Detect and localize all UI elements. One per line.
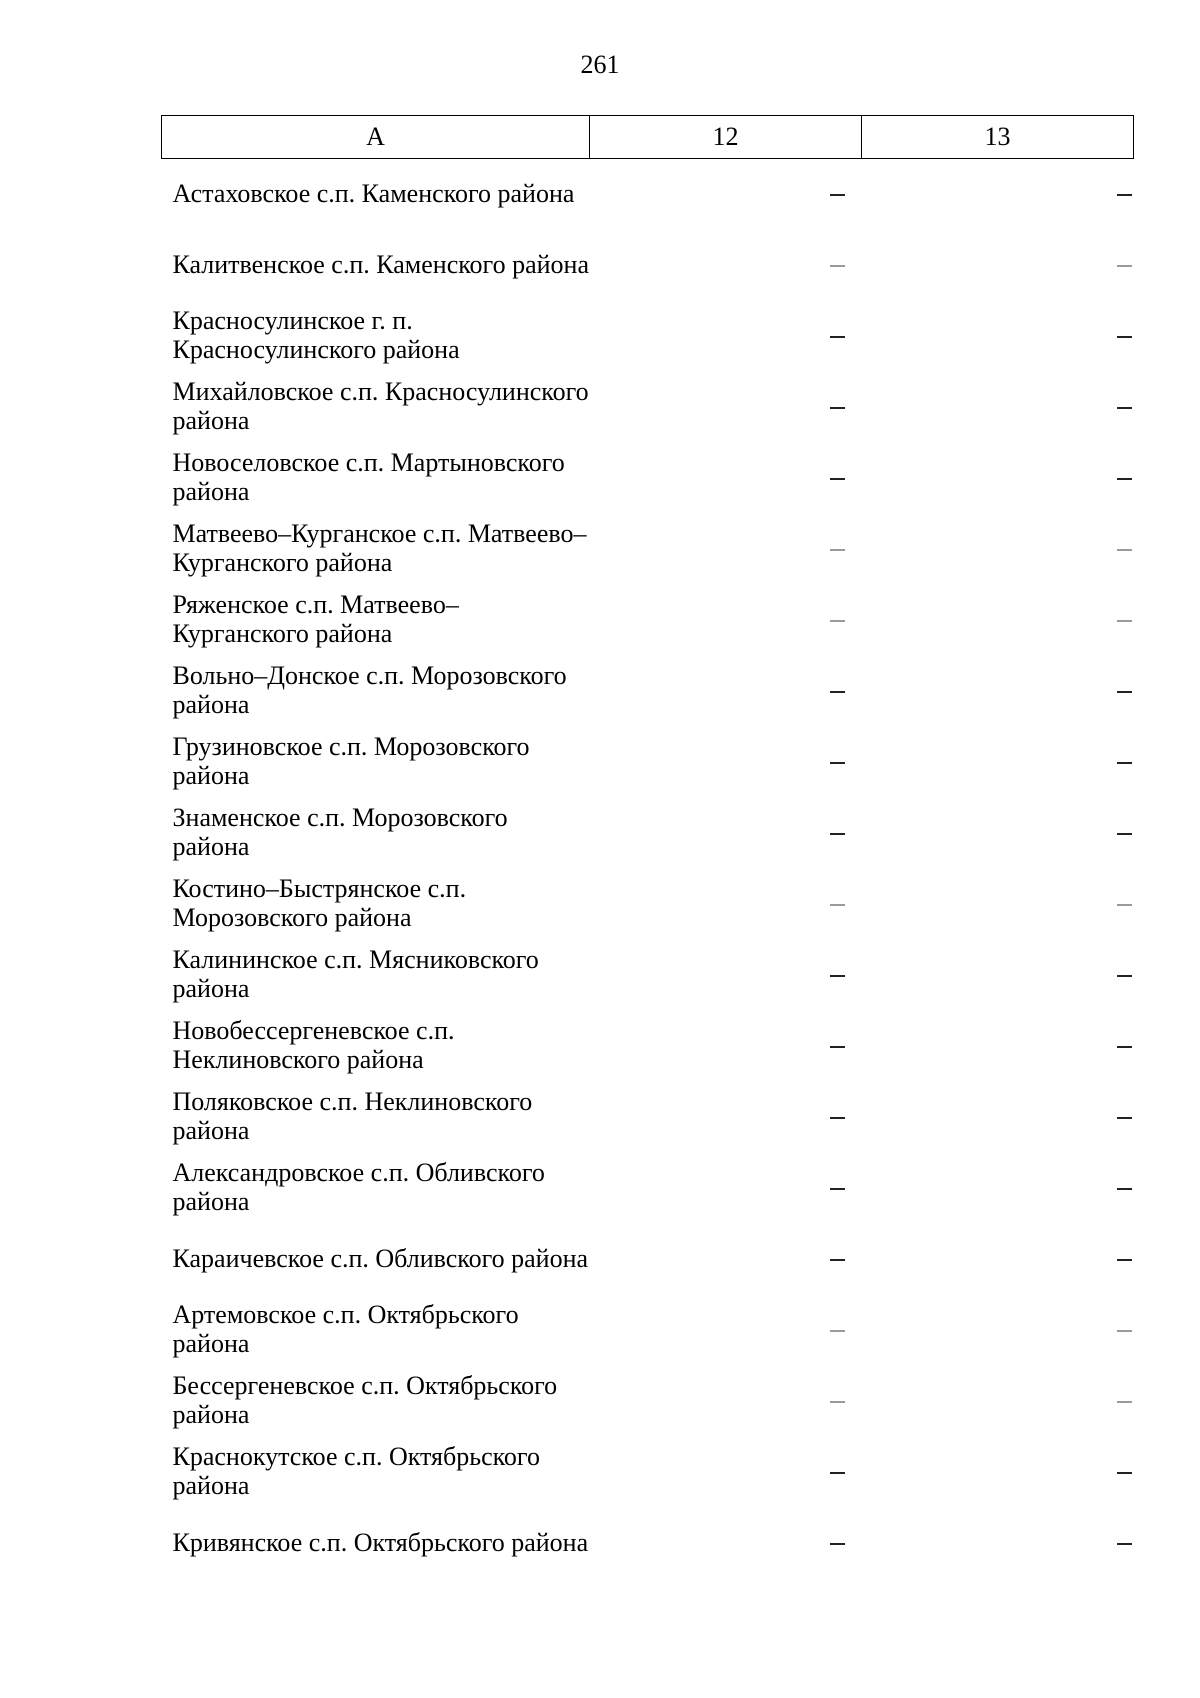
table-row (162, 1366, 1134, 1437)
value-cell-col13 (862, 159, 1134, 230)
settlement-name: Калининское с.п. Мясниковского района (172, 945, 539, 1003)
dash-value (830, 904, 845, 906)
settlement-name: Караичевское с.п. Обливского района (172, 1243, 589, 1273)
table-row (162, 727, 1134, 798)
dash-value (830, 265, 845, 267)
data-table-container (161, 115, 1132, 1579)
value-cell-col12 (590, 1508, 862, 1579)
dash-value (830, 691, 845, 693)
dash-value (830, 975, 845, 977)
header-col-a: А (162, 116, 590, 159)
dash-value (830, 1188, 845, 1190)
dash-value (830, 1117, 845, 1119)
settlement-name: Кривянское с.п. Октябрьского района (172, 1527, 589, 1557)
value-cell-col13 (862, 1082, 1134, 1153)
dash-value (1117, 407, 1132, 409)
value-cell-col12 (590, 159, 862, 230)
value-cell-col13 (862, 1224, 1134, 1295)
dash-value (830, 620, 845, 622)
table-row (162, 443, 1134, 514)
value-cell-col12 (590, 585, 862, 656)
dash-value (1117, 194, 1132, 196)
table-row (162, 585, 1134, 656)
value-cell-col12 (590, 940, 862, 1011)
value-cell-col13 (862, 1295, 1134, 1366)
value-cell-col13 (862, 372, 1134, 443)
dash-value (830, 1259, 845, 1261)
settlement-name: Астаховское с.п. Каменского района (172, 178, 575, 208)
settlement-name: Красносулинское г. п. Красносулинского района (172, 306, 460, 364)
value-cell-col13 (862, 514, 1134, 585)
dash-value (1117, 1472, 1132, 1474)
value-cell-col12 (590, 869, 862, 940)
settlement-name: Ряженское с.п. Матвеево–Курганского района (172, 590, 459, 648)
settlement-name: Костино–Быстрянское с.п. Морозовского района (172, 874, 467, 932)
settlement-name: Грузиновское с.п. Морозовского района (172, 732, 530, 790)
value-cell-col13 (862, 727, 1134, 798)
header-col-12: 12 (590, 116, 862, 159)
dash-value (830, 549, 845, 551)
settlement-name: Михайловское с.п. Красносулинского района (172, 377, 589, 435)
dash-value (1117, 1330, 1132, 1332)
dash-value (1117, 975, 1132, 977)
dash-value (1117, 478, 1132, 480)
value-cell-col13 (862, 656, 1134, 727)
table-row (162, 230, 1134, 301)
value-cell-col13 (862, 443, 1134, 514)
table-row (162, 514, 1134, 585)
value-cell-col13 (862, 1508, 1134, 1579)
dash-value (830, 194, 845, 196)
settlement-name: Александровское с.п. Обливского района (172, 1158, 545, 1216)
table-row (162, 372, 1134, 443)
value-cell-col12 (590, 1011, 862, 1082)
dash-value (1117, 1117, 1132, 1119)
table-row (162, 159, 1134, 230)
table-row (162, 940, 1134, 1011)
dash-value (830, 762, 845, 764)
dash-value (830, 1543, 845, 1545)
settlement-name: Краснокутское с.п. Октябрьского района (172, 1442, 540, 1500)
value-cell-col13 (862, 301, 1134, 372)
dash-value (1117, 620, 1132, 622)
settlement-name: Вольно–Донское с.п. Морозовского района (172, 661, 567, 719)
dash-value (830, 336, 845, 338)
dash-value (830, 1472, 845, 1474)
settlement-name: Новоселовское с.п. Мартыновского района (172, 448, 565, 506)
settlement-name: Калитвенское с.п. Каменского района (172, 249, 589, 279)
table-row (162, 1082, 1134, 1153)
dash-value (1117, 904, 1132, 906)
table-row (162, 1508, 1134, 1579)
dash-value (1117, 265, 1132, 267)
dash-value (830, 833, 845, 835)
settlement-name: Матвеево–Курганское с.п. Матвеево–Курганского района (172, 519, 587, 577)
page-number: 261 (580, 50, 620, 79)
settlement-name: Бессергеневское с.п. Октябрьского района (172, 1371, 558, 1429)
value-cell-col12 (590, 514, 862, 585)
value-cell-col12 (590, 798, 862, 869)
dash-value (1117, 1401, 1132, 1403)
value-cell-col13 (862, 1011, 1134, 1082)
value-cell-col13 (862, 869, 1134, 940)
dash-value (830, 1330, 845, 1332)
value-cell-col12 (590, 1366, 862, 1437)
dash-value (1117, 1188, 1132, 1190)
table-body (162, 159, 1134, 1579)
value-cell-col13 (862, 1437, 1134, 1508)
table-row (162, 656, 1134, 727)
table-header (162, 116, 1134, 159)
value-cell-col13 (862, 1153, 1134, 1224)
dash-value (1117, 1543, 1132, 1545)
dash-value (1117, 1046, 1132, 1048)
dash-value (830, 478, 845, 480)
value-cell-col12 (590, 1224, 862, 1295)
value-cell-col12 (590, 1437, 862, 1508)
value-cell-col13 (862, 940, 1134, 1011)
value-cell-col12 (590, 230, 862, 301)
value-cell-col13 (862, 230, 1134, 301)
table-row (162, 1011, 1134, 1082)
header-row (162, 116, 1134, 159)
dash-value (1117, 1259, 1132, 1261)
dash-value (830, 407, 845, 409)
value-cell-col12 (590, 1153, 862, 1224)
dash-value (1117, 691, 1132, 693)
value-cell-col13 (862, 1366, 1134, 1437)
dash-value (830, 1046, 845, 1048)
dash-value (1117, 336, 1132, 338)
value-cell-col13 (862, 585, 1134, 656)
data-table (161, 115, 1134, 1579)
value-cell-col12 (590, 372, 862, 443)
table-row (162, 301, 1134, 372)
header-col-13: 13 (862, 116, 1134, 159)
table-row (162, 1153, 1134, 1224)
dash-value (1117, 833, 1132, 835)
settlement-name: Знаменское с.п. Морозовского района (172, 803, 508, 861)
value-cell-col12 (590, 301, 862, 372)
value-cell-col12 (590, 656, 862, 727)
dash-value (1117, 762, 1132, 764)
table-row (162, 869, 1134, 940)
settlement-name: Новобессергеневское с.п. Неклиновского района (172, 1016, 455, 1074)
dash-value (830, 1401, 845, 1403)
value-cell-col13 (862, 798, 1134, 869)
value-cell-col12 (590, 443, 862, 514)
value-cell-col12 (590, 1295, 862, 1366)
dash-value (1117, 549, 1132, 551)
settlement-name: Поляковское с.п. Неклиновского района (172, 1087, 533, 1145)
table-row (162, 1295, 1134, 1366)
table-row (162, 1224, 1134, 1295)
table-row (162, 1437, 1134, 1508)
settlement-name: Артемовское с.п. Октябрьского района (172, 1300, 519, 1358)
table-row (162, 798, 1134, 869)
value-cell-col12 (590, 727, 862, 798)
value-cell-col12 (590, 1082, 862, 1153)
